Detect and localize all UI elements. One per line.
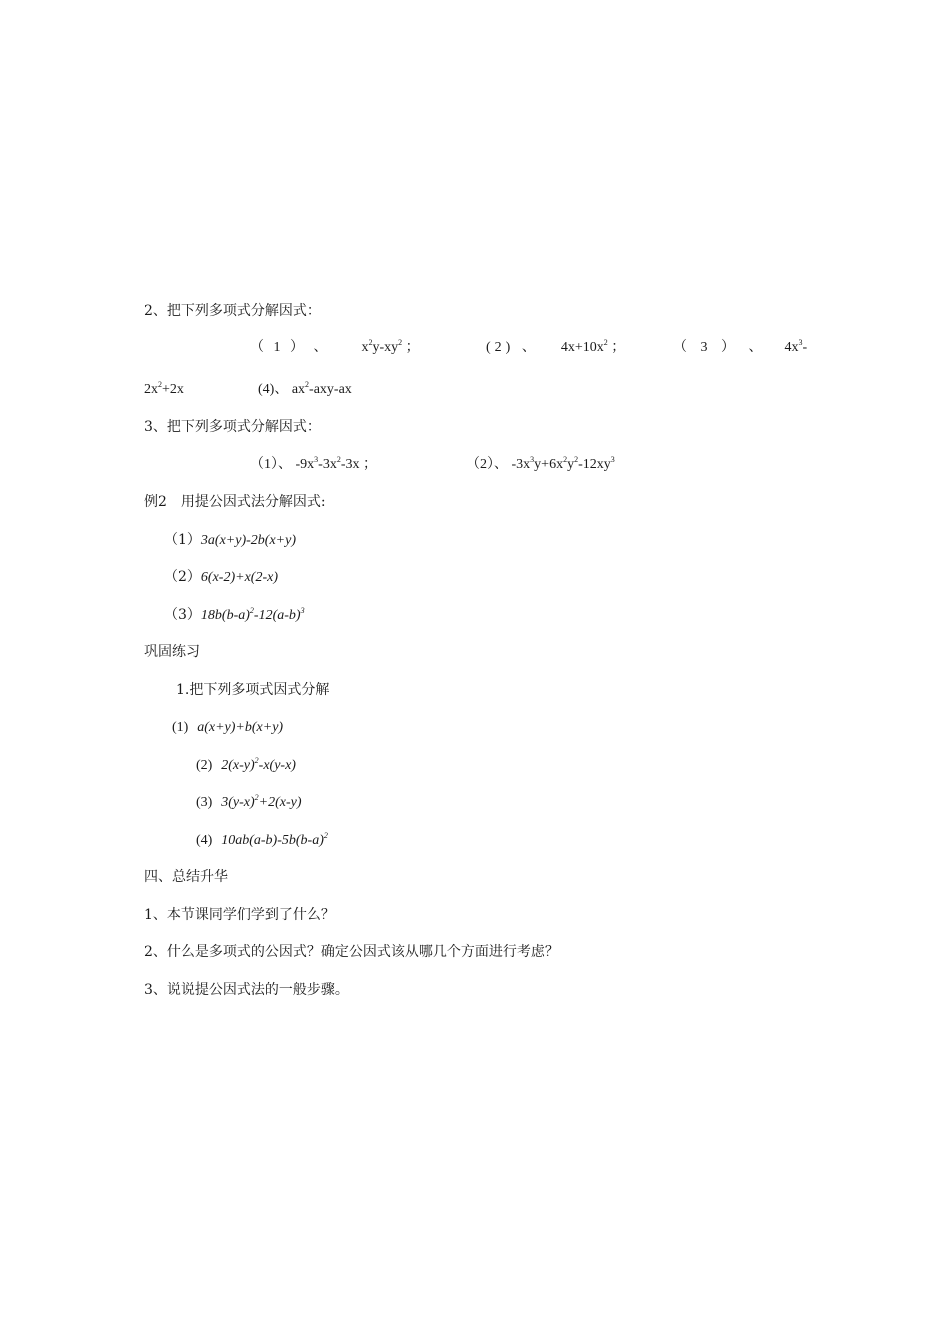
item-expr: $18b(b-a)^2-12(a-b)^3$ [200,606,305,623]
q3-p2-label: （2）、 [466,457,508,472]
example-2-item-1 [164,530,296,551]
q2-p4-expr: $ax^2-axy-ax$ [291,380,352,397]
q2-p4-label: (4)、 [258,382,289,397]
item-label: （1） [164,532,201,548]
q2-p3-label: （ 3 ） 、 [673,340,768,355]
q2-problem-3-cont [144,380,184,400]
q2-problem-1 [250,338,420,358]
item-expr: $10ab(a-b)-5b(b-a)^2$ [221,831,328,848]
example-2-heading: 例2 用提公因式法分解因式: [144,494,326,510]
summary-question-3: 3、说说提公因式法的一般步骤。 [144,982,349,998]
example-2-item-3 [164,605,305,626]
practice-item-2 [196,755,296,776]
item-expr: 6(x-2)+x(2-x) [200,570,278,585]
item-label: （3） [164,607,201,623]
q3-p1-expr: $-9x^3-3x^2-3x$ ； [295,455,378,472]
practice-item-3 [196,792,302,813]
item-expr: $2(x-y)^2-x(y-x)$ [221,756,296,773]
practice-item-1 [172,717,283,738]
item-label: （2） [164,569,201,585]
summary-question-1: 1、本节课同学们学到了什么？ [144,907,335,923]
q2-problem-4 [258,380,352,400]
q3-problem-1 [250,455,377,475]
q2-problem-3 [673,338,807,358]
q2-heading: 2、把下列多项式分解因式： [144,303,321,319]
q2-problem-2 [486,338,625,358]
q2-p3-expr-b: $2x^2+2x$ [144,380,184,397]
item-label: (4) [196,833,213,848]
q3-heading: 3、把下列多项式分解因式： [144,419,321,435]
q2-p1-expr: $x^2y-xy^2$ ； [361,338,420,355]
q3-p2-expr: $-3x^3y+6x^2y^2-12xy^3$ [511,455,615,472]
example-2-item-2 [164,567,278,588]
q3-p1-label: （1）、 [250,457,292,472]
practice-item-4 [196,830,328,851]
q2-p1-label: （ 1 ） 、 [250,340,331,355]
practice-subheading: 1.把下列多项式因式分解 [176,682,330,698]
item-label: (3) [196,795,213,810]
q2-p2-expr: $4x+10x^2$ ； [560,338,626,355]
practice-heading: 巩固练习 [144,644,200,660]
summary-question-2: 2、什么是多项式的公因式？确定公因式该从哪几个方面进行考虑？ [144,944,559,960]
item-expr: 3a(x+y)-2b(x+y) [200,533,296,548]
item-expr: a(x+y)+b(x+y) [197,720,284,735]
q2-p2-label: (2) 、 [486,340,540,355]
q3-problem-2 [466,455,615,475]
summary-heading: 四、总结升华 [144,869,228,885]
item-expr: $3(y-x)^2+2(x-y)$ [221,793,302,810]
item-label: (2) [196,758,213,773]
q2-p3-expr-a: $4x^3-$ [784,338,808,355]
item-label: (1) [172,720,189,735]
